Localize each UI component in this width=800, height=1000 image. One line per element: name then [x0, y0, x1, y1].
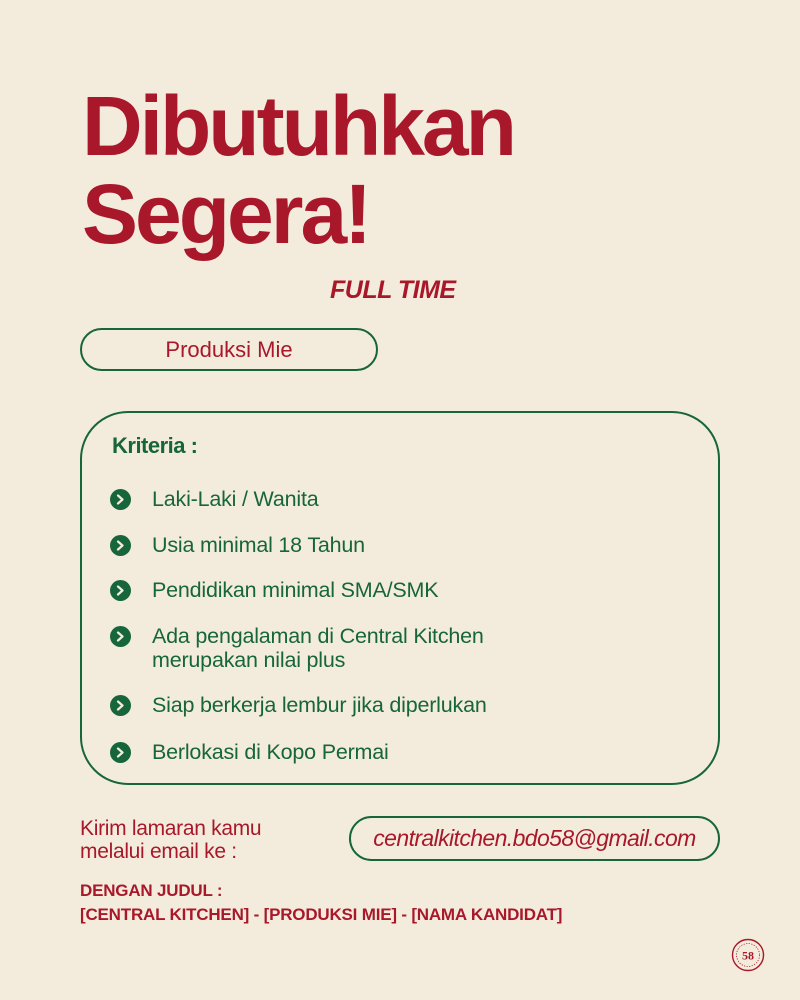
- criteria-item-text: Berlokasi di Kopo Permai: [152, 740, 389, 764]
- chevron-right-circle-icon: [110, 695, 131, 716]
- criteria-item: [110, 578, 438, 602]
- subject-value: [CENTRAL KITCHEN] - [PRODUKSI MIE] - [NAMA KANDIDAT]: [80, 905, 563, 924]
- chevron-right-circle-icon: [110, 535, 131, 556]
- application-instruction: [80, 817, 261, 863]
- position-pill: Produksi Mie: [80, 328, 378, 371]
- headline-line-2: Segera!: [82, 167, 370, 261]
- application-instruction-line-1: Kirim lamaran kamu: [80, 817, 262, 840]
- brand-seal-icon: [731, 938, 765, 972]
- criteria-item: [110, 624, 484, 672]
- criteria-item-text: Laki-Laki / Wanita: [152, 487, 319, 511]
- brand-seal-number: 58: [742, 948, 754, 963]
- email-pill: centralkitchen.bdo58@gmail.com: [349, 816, 720, 861]
- chevron-right-circle-icon: [110, 742, 131, 763]
- criteria-title: Kriteria :: [112, 433, 198, 458]
- headline: [82, 79, 514, 261]
- criteria-item-text-line-1: Ada pengalaman di Central Kitchen: [152, 624, 484, 648]
- criteria-item: [110, 487, 318, 511]
- employment-type-label: FULL TIME: [330, 276, 456, 304]
- criteria-item: [110, 693, 487, 717]
- criteria-item-text: [152, 624, 484, 672]
- headline-line-1: Dibutuhkan: [82, 79, 514, 173]
- criteria-item-text: Usia minimal 18 Tahun: [152, 533, 365, 557]
- criteria-item-text: Siap berkerja lembur jika diperlukan: [152, 693, 487, 717]
- chevron-right-circle-icon: [110, 489, 131, 510]
- subject-label: DENGAN JUDUL :: [80, 881, 223, 900]
- criteria-item: [110, 740, 389, 764]
- chevron-right-circle-icon: [110, 626, 131, 647]
- criteria-item-text-line-2: merupakan nilai plus: [152, 648, 346, 672]
- criteria-item-text: Pendidikan minimal SMA/SMK: [152, 578, 439, 602]
- criteria-card: [80, 411, 720, 785]
- application-instruction-line-2: melalui email ke :: [80, 840, 237, 863]
- criteria-item: [110, 533, 365, 557]
- chevron-right-circle-icon: [110, 580, 131, 601]
